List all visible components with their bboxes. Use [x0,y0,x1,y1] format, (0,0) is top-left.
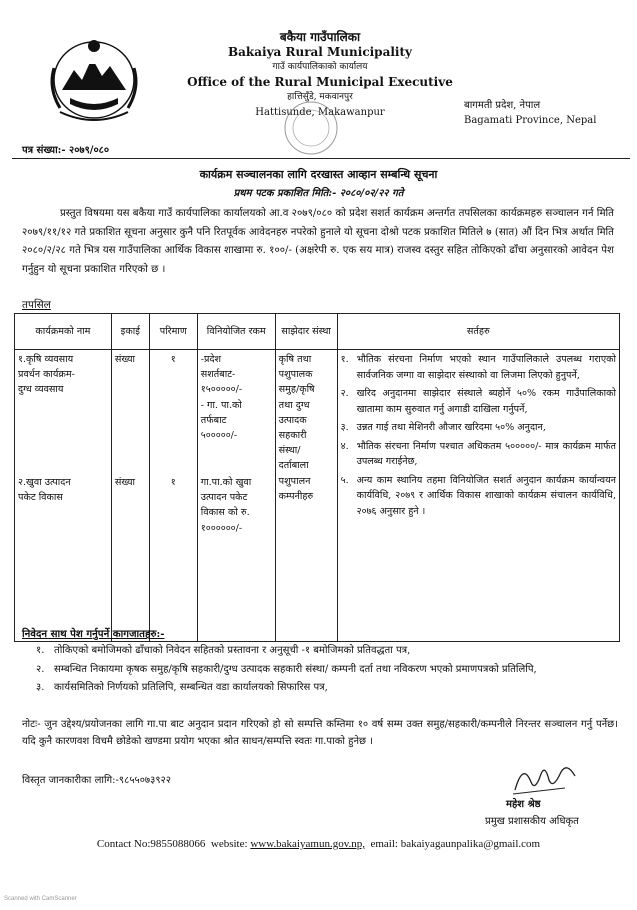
signature-icon [505,752,585,802]
table-row [15,350,620,642]
condition-item: १. भौतिक संरचना निर्माण भएको स्थान गाउँपालिकाले उपलब्ध गराएको सार्वजनिक जग्गा वा साझेदार संस्थाको वा लिजमा लिएको हुनुपर्ने, [340,354,616,381]
scanner-watermark: Scanned with CamScanner [4,896,77,902]
notice-body: प्रस्तुत विषयमा यस बकैया गाउँ कार्यपालिका कार्यालयको आ.व २०७९/०८० को प्रदेश सशर्त कार्यक्रम अन्तर्गत तपसिलका कार्यक्रमहरु सञ्चालन गर्न मिति २०७९/११/१२ गते प्रकाशित सूचना अनुसार कुनै पनि रितपूर्वक आवेदनहरु नपरेको हुनाले यो सूचना दोश्रो पटक प्रकाशित मितिले ७ (सात) औं दिन भित्र अर्थात मिति २०८०/२/२८ गते भित्र यस गाउँपालिका आर्थिक विकास शाखामा रु. १००/- (अक्षरेपी रु. एक सय मात्र) राजस्व दस्तुर सहित तोकिएको ढाँचा अनुसारको आवेदन पेश गर्नुहुन यो सूचना प्रकाशित गरिएको छ । [22,208,614,275]
location-en: Hattisunde, Makawanpur [255,107,385,118]
footer [0,838,637,850]
province-block [464,98,596,128]
col-partner: साझेदार संस्था [275,314,337,350]
municipality-name-np: बकैया गाउँपालिका [279,30,361,44]
details-heading: तपसिल [22,299,51,311]
condition-item: २. खरिद अनुदानमा साझेदार संस्थाले ब्यहोर्ने ५०% रकम गाउँपालिकाको खातामा काम सुरुवात गर्नु अगाडी दाखिला गर्नुपर्ने, [340,388,616,415]
list-item: १. तोकिएको बमोजिमको ढाँचाको निवेदन सहितको प्रस्तावना र अनुसूची -१ बमोजिमको प्रतिवद्धता पत्र, [36,645,411,656]
office-name-np: गाउँ कार्यपालिकाको कार्यालय [272,62,368,72]
condition-item: ५. अन्य काम स्थानिय तहमा विनियोजित सशर्त अनुदान कार्यक्रम कार्यान्वयन कार्यविधि, २०७९ र आर्थिक विकास शाखाको कार्यक्रम संचालन कार्यविधि, २०७६ अनुसार हुने । [340,474,616,517]
program-cell: १.कृषि व्यवसाय प्रवर्धन कार्यक्रम- दुग्ध व्यवसाय २.खुवा उत्पादन पकेट विकास [15,350,112,642]
signatory-title: प्रमुख प्रशासकीय अधिकृत [485,816,579,827]
col-program: कार्यक्रमको नाम [15,314,112,350]
col-conditions: सर्तहरु [337,314,619,350]
note-text: नोटः- जुन उद्देश्य/प्रयोजनका लागि गा.पा बाट अनुदान प्रदान गरिएको हो सो सम्पत्ति कम्तिमा १० वर्ष सम्म उक्त समुह/सहकारी/कम्पनीले निरन्तर सञ्चालन गर्नु पर्नेछ। यदि कुनै कारणवश विचमै छोडेको खण्डमा प्रयोग भएका श्रोत साधन/सम्पत्ति स्वतः गा.पाको हुनेछ । [22,719,618,747]
signatory-name: महेश श्रेष्ठ [506,799,541,810]
documents-heading: निवेदन साथ पेश गर्नुपर्ने कागजातहरु:- [22,628,165,640]
footer-email-label: email: [370,838,398,850]
partner-cell: कृषि तथा पशुपालक समुह/कृषि तथा दुग्ध उत्पादक सहकारी संस्था/ दर्ताबाला पशुपालन कम्पनीहरु [275,350,337,642]
amount-cell: -प्रदेश सशर्तबाट- १५०००००/- - गा. पा.को तर्फबाट ५०००००/- गा.पा.को खुवा उत्पादन पकेट विकास को रु. १००००००/- [197,350,275,642]
notice-subtitle: प्रथम पटक प्रकाशित मिति:- २०८०/०२/२२ गते [233,188,404,199]
documents-list [36,642,614,698]
website-link[interactable]: www.bakaiyamun.gov.np, [250,838,365,850]
province-np: बागमती प्रदेश, नेपाल [464,100,541,111]
email-link[interactable]: bakaiyagaunpalika@gmail.com [400,838,541,850]
letter-number: पत्र संख्या:- २०७९/०८० [22,145,110,156]
nepal-emblem-icon [40,28,148,128]
col-qty: परिमाण [149,314,197,350]
office-name-en: Office of the Rural Municipal Executive [187,75,453,89]
footer-website-label: website: [210,838,248,850]
province-en: Bagamati Province, Nepal [464,115,597,126]
col-unit: इकाई [111,314,149,350]
location-np: हात्तिसुँडे, मकवानपुर [287,92,353,102]
condition-item: ४. भौतिक संरचना निर्माण पश्चात अधिकतम ५०००००/- मात्र कार्यक्रम मार्फत उपलब्ध गराईनेछ, [340,440,616,467]
municipality-name-en: Bakaiya Rural Municipality [228,45,412,59]
list-item: ३. कार्यसमितिको निर्णयको प्रतिलिपि, सम्बन्धित वडा कार्यालयको सिफारिस पत्र, [36,682,328,693]
list-item: २. सम्बन्धित निकायमा कृषक समुह/कृषि सहकारी/दुग्ध उत्पादक सहकारी संस्था/ कम्पनी दर्ता तथा नविकरण भएको प्रमाणपत्रको प्रतिलिपि, [36,663,537,675]
program-table [14,313,620,642]
notice-title: कार्यक्रम सञ्चालनका लागि दरखास्त आव्हान सम्बन्धि सूचना [199,168,438,181]
unit-cell: संख्या संख्या [111,350,149,642]
qty-cell: १ १ [149,350,197,642]
condition-item: ३. उन्नत गाई तथा मेशिनरी औजार खरिदमा ५०% अनुदान, [340,422,546,433]
col-amount: विनियोजित रकम [197,314,275,350]
header-divider [12,158,630,159]
contact-info: विस्तृत जानकारीका लागि:-९८५५०७३९२२ [22,775,171,786]
office-stamp-icon [276,98,346,158]
conditions-cell [337,350,619,642]
footer-contact: Contact No:9855088066 [96,838,206,850]
